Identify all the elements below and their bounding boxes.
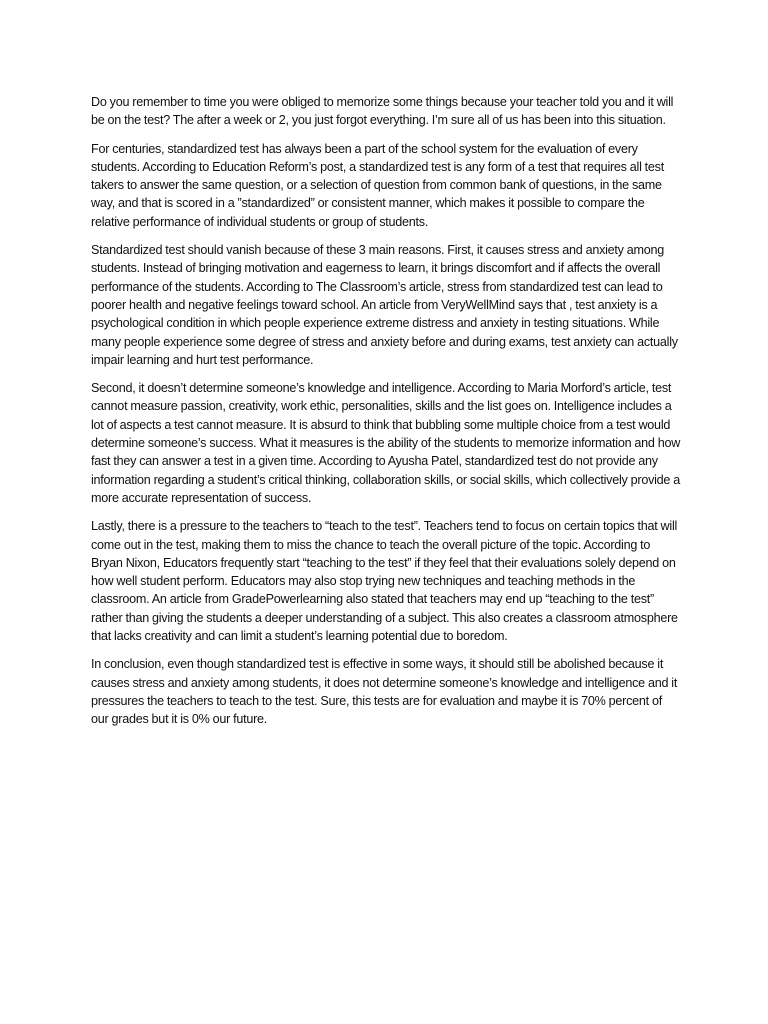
paragraph-intro: Do you remember to time you were obliged to memorize some things because your teacher told you and it will be on the test? The after a week or 2, you just forgot everything. I’m sure all of us has been into this situation.	[91, 95, 674, 128]
essay-body	[91, 93, 681, 739]
paragraph-reason-teachers: Lastly, there is a pressure to the teachers to “teach to the test”. Teachers tend to focus on certain topics that will come out in the test, making them to miss the chance to teach the overall picture of the topic. According to Bryan Nixon, Educators frequently start “teaching to the test” if they feel that their evaluations solely depend on how well student perform. Educators may also stop trying new techniques and teaching methods in the classroom. An article from GradePowerlearning also stated that teachers may end up “teaching to the test” rather than giving the students a deeper understanding of a subject. This also creates a classroom atmosphere that lacks creativity and can limit a student’s learning potential due to boredom.	[91, 519, 678, 644]
paragraph-background: For centuries, standardized test has always been a part of the school system for the evaluation of every students. According to Education Reform’s post, a standardized test is any form of a test that requires all test takers to answer the same question, or a selection of question from common bank of questions, in the same way, and that is scored in a ”standardized” or consistent manner, which makes it possible to compare the relative performance of individual students or group of students.	[91, 141, 664, 229]
paragraph-conclusion: In conclusion, even though standardized test is effective in some ways, it should still be abolished because it causes stress and anxiety among students, it does not determine someone’s knowledge and intelligence and it pressures the teachers to teach to the test. Sure, this tests are for evaluation and maybe it is 70% percent of our grades but it is 0% our future.	[91, 657, 678, 727]
paragraph-reason-stress: Standardized test should vanish because of these 3 main reasons. First, it causes stress and anxiety among students. Instead of bringing motivation and eagerness to learn, it brings discomfort and if affects the overall performance of the students. According to The Classroom’s article, stress from standardized test can lead to poorer health and negative feelings toward school. An article from VeryWellMind says that , test anxiety is a psychological condition in which people experience extreme distress and anxiety in testing situations. While many people experience some degree of stress and anxiety before and during exams, test anxiety can actually impair learning and hurt test performance.	[91, 243, 678, 367]
paragraph-reason-intelligence: Second, it doesn’t determine someone’s knowledge and intelligence. According to Maria Morford’s article, test cannot measure passion, creativity, work ethic, personalities, skills and the list goes on. Intelligence includes a lot of aspects a test cannot measure. It is absurd to think that bubbling some multiple choice from a test would determine someone’s success. What it measures is the ability of the students to memorize information and how fast they can answer a test in a given time. According to Ayusha Patel, standardized test do not provide any information regarding a student’s critical thinking, collaboration skills, or social skills, which collectively provide a more accurate representation of success.	[91, 381, 681, 505]
